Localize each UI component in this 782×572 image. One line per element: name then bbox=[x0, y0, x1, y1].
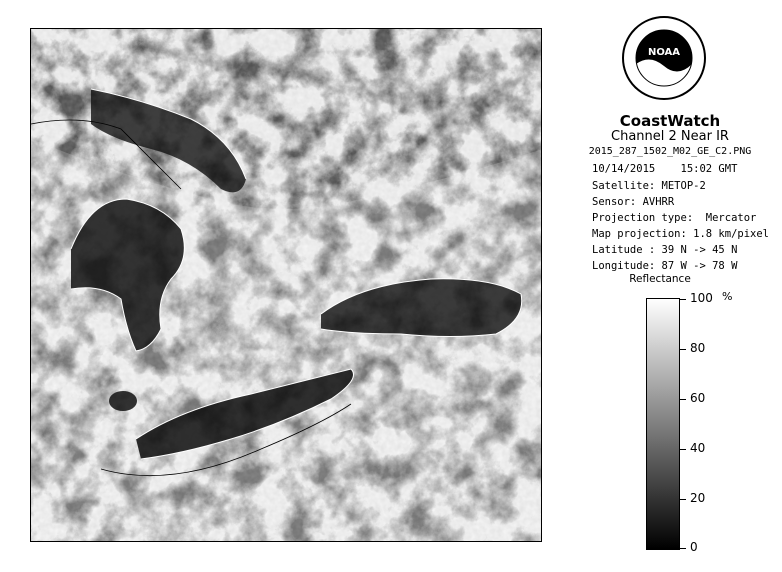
info-projection-type: Projection type: Mercator bbox=[592, 212, 757, 224]
info-map-projection: Map projection: 1.8 km/pixel bbox=[592, 228, 770, 240]
info-longitude: Longitude: 87 W -> 78 W bbox=[592, 260, 738, 272]
colorbar-tick bbox=[680, 299, 686, 300]
info-sensor: Sensor: AVHRR bbox=[592, 196, 675, 208]
colorbar-tick-label: 100 bbox=[690, 291, 713, 305]
info-satellite: Satellite: METOP-2 bbox=[592, 180, 706, 192]
colorbar-label: Reflectance bbox=[629, 273, 691, 285]
colorbar-tick-label: 80 bbox=[690, 341, 706, 355]
satellite-image-render bbox=[31, 29, 542, 542]
noaa-logo bbox=[620, 14, 708, 102]
product-filename: 2015_287_1502_M02_GE_C2.PNG bbox=[588, 146, 752, 157]
colorbar-tick-label: 0 bbox=[690, 540, 698, 554]
colorbar-tick bbox=[680, 548, 686, 549]
product-channel: Channel 2 Near IR bbox=[611, 129, 729, 144]
colorbar-tick bbox=[680, 349, 686, 350]
colorbar bbox=[646, 298, 680, 550]
product-title: CoastWatch bbox=[619, 112, 721, 130]
colorbar-tick-label: 60 bbox=[690, 391, 706, 405]
noaa-logo-text: NOAA bbox=[647, 47, 681, 58]
colorbar-tick bbox=[680, 499, 686, 500]
colorbar-tick-label: 20 bbox=[690, 491, 706, 505]
info-datetime: 10/14/2015 15:02 GMT bbox=[592, 163, 738, 175]
satellite-image bbox=[30, 28, 542, 542]
colorbar-tick bbox=[680, 399, 686, 400]
colorbar-unit: % bbox=[722, 290, 733, 303]
colorbar-tick bbox=[680, 449, 686, 450]
colorbar-tick-label: 40 bbox=[690, 441, 706, 455]
info-latitude: Latitude : 39 N -> 45 N bbox=[592, 244, 738, 256]
